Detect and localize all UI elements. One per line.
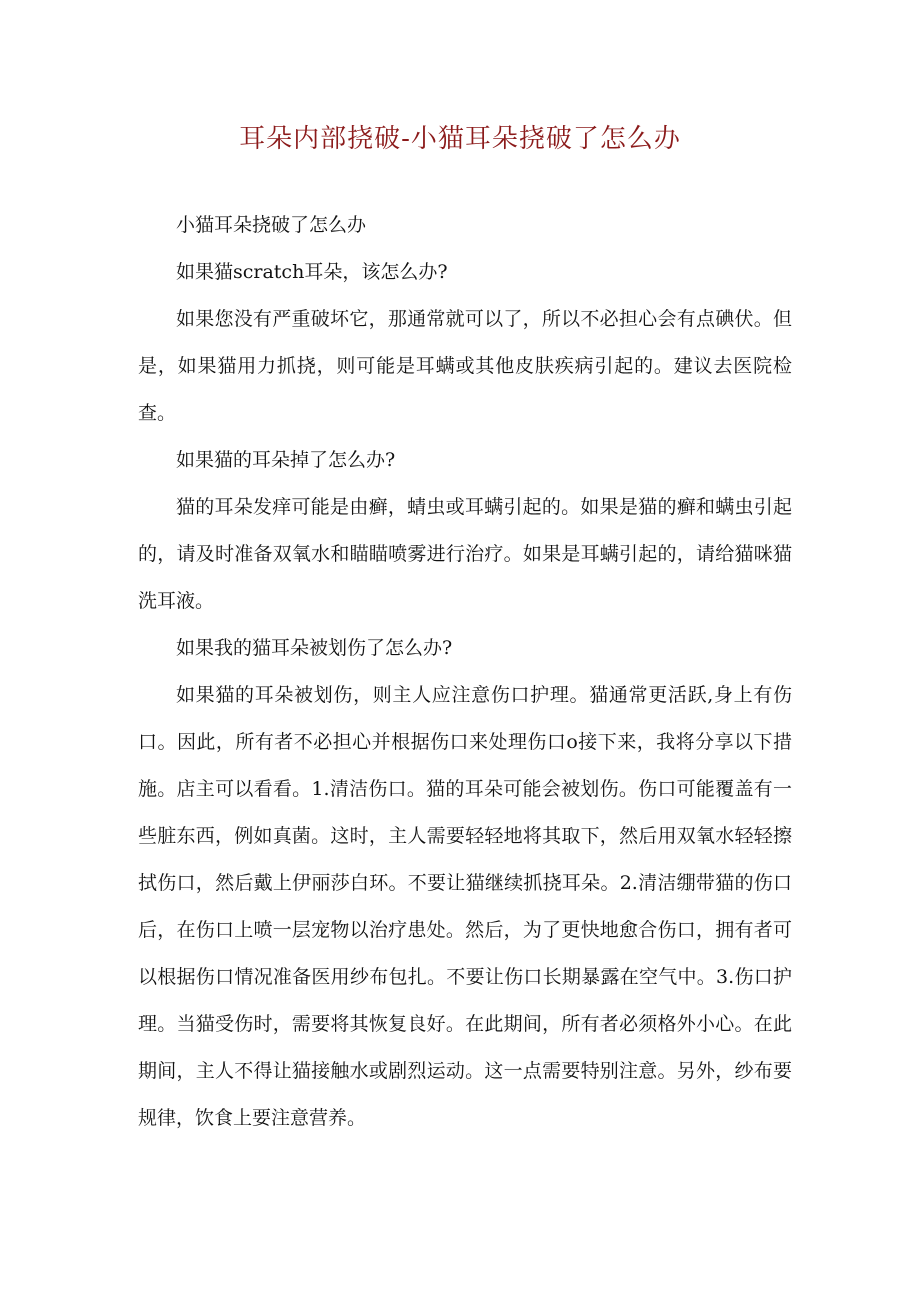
document-title: 耳朵内部挠破-小猫耳朵挠破了怎么办 <box>239 124 681 154</box>
paragraph-question-ear-fall: 如果猫的耳朵掉了怎么办? <box>176 449 396 471</box>
paragraph-subtitle: 小猫耳朵挠破了怎么办 <box>176 214 367 236</box>
paragraph-answer-scratched: 如果猫的耳朵被划伤，则主人应注意伤口护理。猫通常更活跃,身上有伤口。因此，所有者不必担心并根据伤口来处理伤口o接下来，我将分享以下措施。店主可以看看。1.清洁伤口。猫的耳朵可能会被划伤。伤口可能覆盖有一些脏东西，例如真菌。这时，主人需要轻轻地将其取下，然后用双氧水轻轻擦拭伤口，然后戴上伊丽莎白环。不要让猫继续抓挠耳朵。2.清洁绷带猫的伤口后，在伤口上喷一层宠物以治疗患处。然后，为了更快地愈合伤口，拥有者可以根据伤口情况准备医用纱布包扎。不要让伤口长期暴露在空气中。3.伤口护理。当猫受伤时，需要将其恢复良好。在此期间，所有者必须格外小心。在此期间，主人不得让猫接触水或剧烈运动。这一点需要特别注意。另外，纱布要规律，饮食上要注意营养。 <box>138 684 792 1129</box>
document-body <box>138 202 792 1142</box>
paragraph-answer-ear-fall: 猫的耳朵发痒可能是由癣，蜻虫或耳螨引起的。如果是猫的癣和螨虫引起的，请及时准备双氧水和瞄瞄喷雾进行治疗。如果是耳螨引起的，请给猫咪猫洗耳液。 <box>138 496 792 612</box>
paragraph-answer-scratch: 如果您没有严重破坏它，那通常就可以了，所以不必担心会有点碘伏。但是，如果猫用力抓挠，则可能是耳螨或其他皮肤疾病引起的。建议去医院检查。 <box>138 308 792 424</box>
paragraph-question-scratched: 如果我的猫耳朵被划伤了怎么办? <box>176 637 453 659</box>
paragraph-question-scratch: 如果猫scratch耳朵，该怎么办? <box>176 261 448 283</box>
